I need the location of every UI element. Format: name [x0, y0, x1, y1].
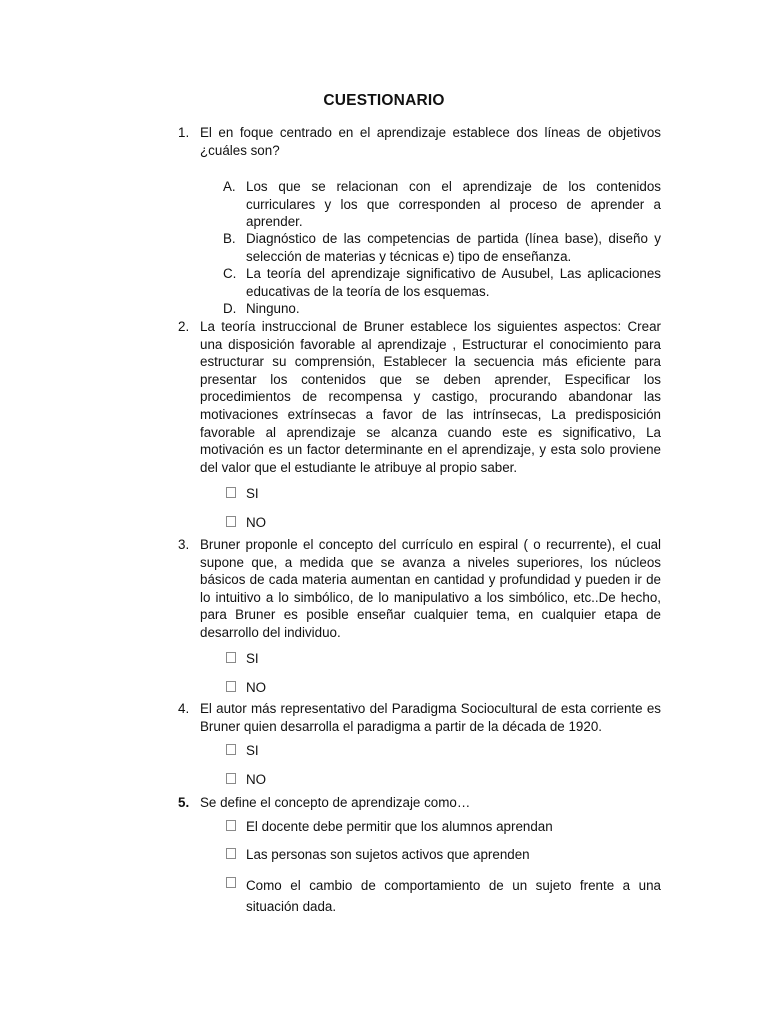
- question-5-option-1[interactable]: [226, 818, 661, 836]
- checkbox[interactable]: [226, 773, 236, 784]
- checkbox[interactable]: [226, 652, 236, 663]
- question-number: 5.: [178, 795, 190, 810]
- checkbox[interactable]: [226, 877, 236, 888]
- question-number: 1.: [178, 125, 190, 140]
- question-1-option-b: [223, 230, 661, 265]
- question-5: [178, 794, 661, 812]
- question-text: Se define el concepto de aprendizaje como…: [200, 795, 471, 810]
- question-text: El en foque centrado en el aprendizaje establece dos líneas de objetivos ¿cuáles son?: [200, 125, 661, 158]
- question-2: [178, 318, 661, 476]
- question-5-option-2[interactable]: [226, 846, 661, 864]
- question-text: El autor más representativo del Paradigma Sociocultural de esta corriente es Bruner quien desarrolla el paradigma a partir de la década de 1920.: [200, 701, 661, 734]
- option-letter: B.: [223, 231, 236, 246]
- question-number: 2.: [178, 319, 190, 334]
- option-text: La teoría del aprendizaje significativo de Ausubel, Las aplicaciones educativas de la teoría de los esquemas.: [246, 266, 661, 299]
- checkbox-label: NO: [246, 772, 267, 787]
- checkbox[interactable]: [226, 820, 236, 831]
- question-3: [178, 536, 661, 642]
- question-4-option-no[interactable]: [226, 771, 661, 789]
- checkbox-label: NO: [246, 515, 267, 530]
- page-title: CUESTIONARIO: [323, 92, 445, 109]
- option-letter: C.: [223, 266, 237, 281]
- question-4-option-si[interactable]: [226, 742, 661, 760]
- checkbox-label: Las personas son sujetos activos que aprenden: [246, 847, 530, 862]
- question-1-option-d: [223, 300, 661, 318]
- question-5-option-3[interactable]: [226, 875, 661, 917]
- question-1-option-a: [223, 178, 661, 231]
- option-text: Los que se relacionan con el aprendizaje de los contenidos curriculares y los que corresponden al proceso de aprender a aprender.: [246, 179, 661, 230]
- question-1-option-c: [223, 265, 661, 300]
- option-letter: A.: [223, 179, 236, 194]
- checkbox-label: NO: [246, 680, 267, 695]
- checkbox-label: El docente debe permitir que los alumnos aprendan: [246, 819, 553, 834]
- question-2-option-no[interactable]: [226, 514, 661, 532]
- question-3-option-no[interactable]: [226, 679, 661, 697]
- question-number: 4.: [178, 701, 190, 716]
- question-2-option-si[interactable]: [226, 485, 661, 503]
- checkbox-label: SI: [246, 651, 259, 666]
- question-4: [178, 700, 661, 735]
- checkbox-label: SI: [246, 486, 259, 501]
- checkbox[interactable]: [226, 516, 236, 527]
- option-letter: D.: [223, 301, 237, 316]
- option-text: Diagnóstico de las competencias de partida (línea base), diseño y selección de materias y técnicas e) tipo de enseñanza.: [246, 231, 661, 264]
- checkbox-label: SI: [246, 743, 259, 758]
- checkbox[interactable]: [226, 848, 236, 859]
- question-1: [178, 124, 661, 159]
- checkbox[interactable]: [226, 487, 236, 498]
- question-number: 3.: [178, 537, 190, 552]
- checkbox[interactable]: [226, 744, 236, 755]
- checkbox[interactable]: [226, 681, 236, 692]
- question-3-option-si[interactable]: [226, 650, 661, 668]
- question-text: La teoría instruccional de Bruner establece los siguientes aspectos: Crear una disposición favorable al aprendizaje , Estructurar el conocimiento para estructurar su comprensión, Establecer la secuencia más eficiente para presentar los contenidos que se deben aprender, Especificar los procedimientos de recompensa y castigo, procurando abandonar las motivaciones extrínsecas a favor de las intrínsecas, La predisposición favorable al aprendizaje se alcanza cuando este es significativo, La motivación es un factor determinante en el aprendizaje, y esta solo proviene del valor que el estudiante le atribuye al propio saber.: [200, 319, 661, 475]
- question-text: Bruner proponle el concepto del currículo en espiral ( o recurrente), el cual supone que, a medida que se avanza a niveles superiores, los núcleos básicos de cada materia aumentan en cantidad y profundidad y pueden ir de lo intuitivo a lo simbólico, de lo manipulativo a los simbólico, etc..De hecho, para Bruner es posible enseñar cualquier tema, en cualquier etapa de desarrollo del individuo.: [200, 537, 661, 640]
- checkbox-label: Como el cambio de comportamiento de un sujeto frente a una situación dada.: [246, 878, 661, 914]
- option-text: Ninguno.: [246, 301, 300, 316]
